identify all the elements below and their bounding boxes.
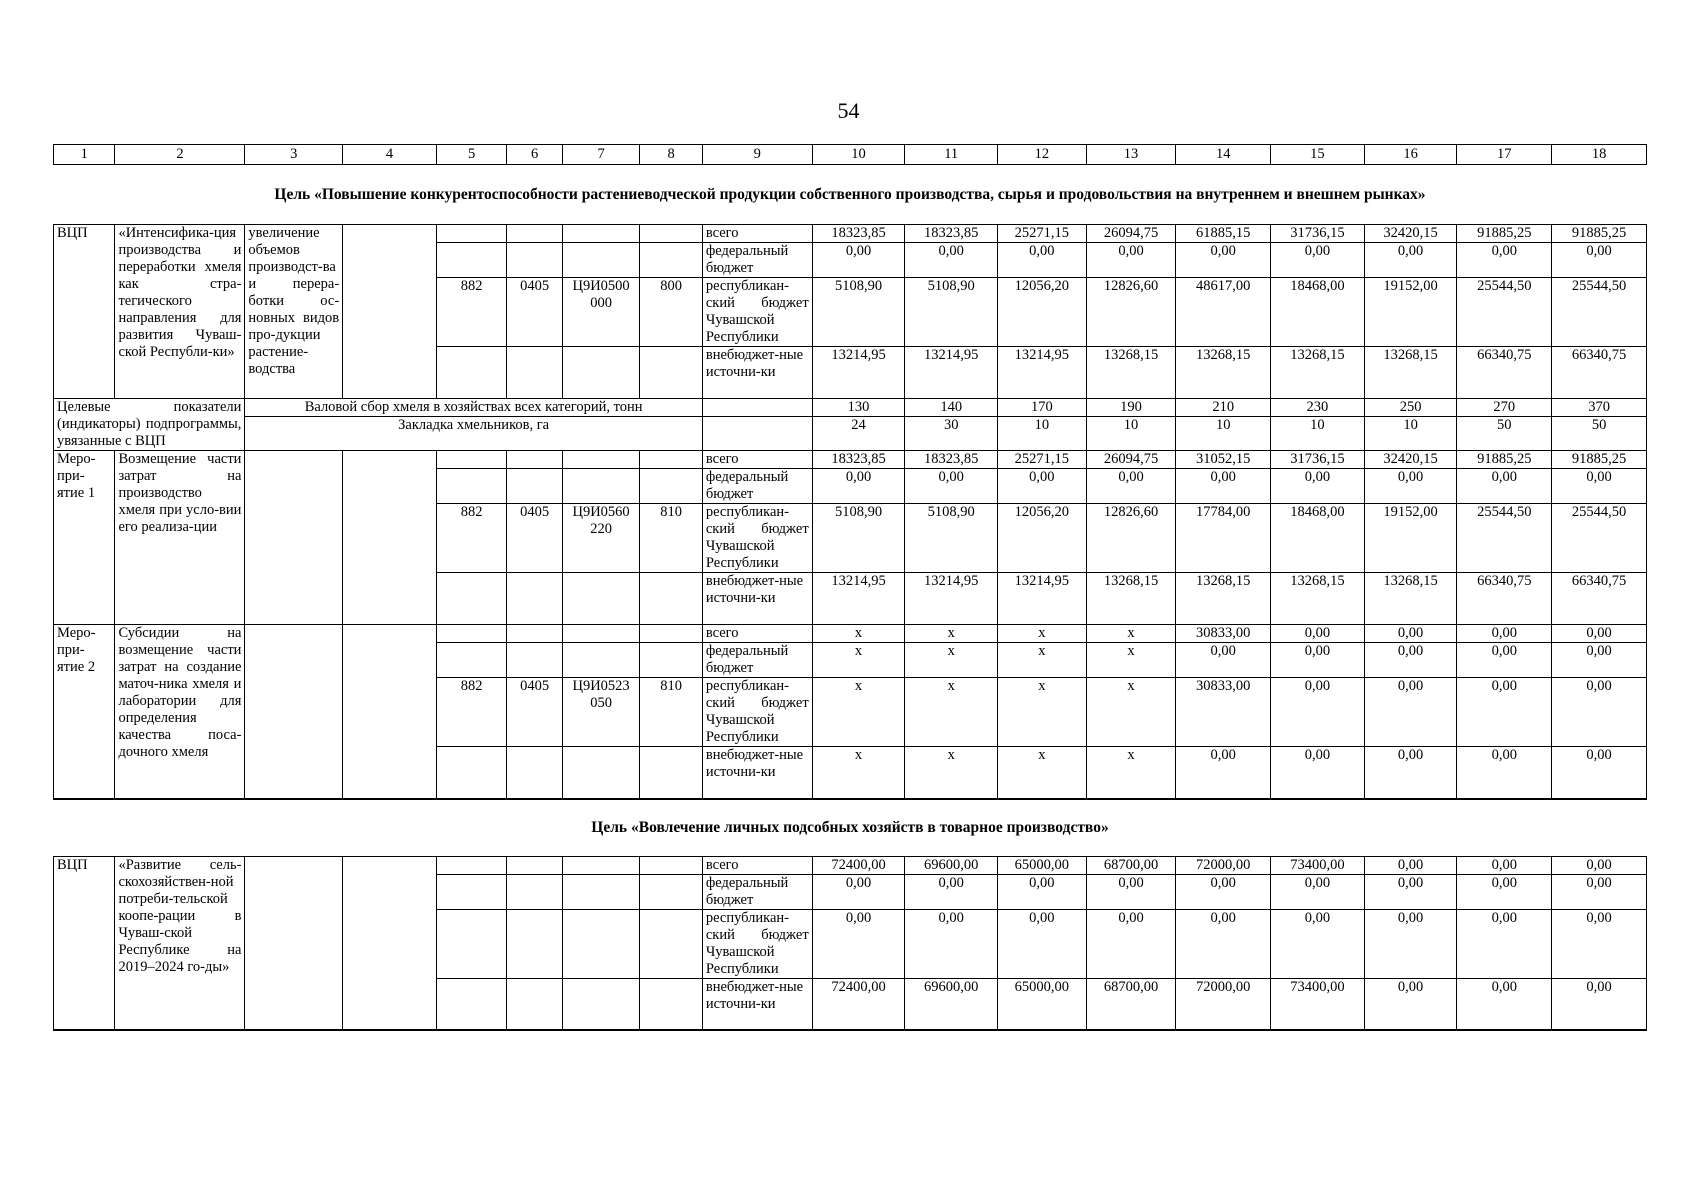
measure1-csr: Ц9И0560 220 (562, 504, 640, 573)
code-cell-empty (562, 909, 640, 978)
vcp1-name: «Интенсифика-ция производства и переработки хмеля как стра-тегического направления для развития Чуваш-ской Республи-ки» (115, 225, 245, 399)
indicator-value: 370 (1552, 399, 1647, 417)
amount-cell: 13268,15 (1086, 573, 1176, 625)
vcp1-row-total (54, 225, 1647, 243)
amount-cell: 0,00 (1552, 856, 1647, 874)
amount-cell: 0,00 (1457, 978, 1552, 1030)
vcp1-rzpr: 0405 (507, 278, 562, 347)
amount-cell: 0,00 (1552, 747, 1647, 799)
measure2-grbs: 882 (436, 678, 507, 747)
code-cell-empty (640, 243, 702, 278)
amount-cell: 25271,15 (998, 225, 1087, 243)
amount-cell: 25544,50 (1457, 504, 1552, 573)
amount-cell: 0,00 (1552, 678, 1647, 747)
amount-cell: 0,00 (1086, 243, 1176, 278)
funding-source-republic: республикан-ский бюджет Чувашской Республики (702, 678, 812, 747)
measure1-name: Возмещение части затрат на производство хмеля при усло-вии его реализа-ции (115, 451, 245, 625)
amount-cell: 0,00 (812, 469, 905, 504)
amount-cell: 66340,75 (1552, 347, 1647, 399)
code-cell-empty (436, 747, 507, 799)
indicator-name: Закладка хмельников, га (245, 417, 702, 451)
amount-cell: 0,00 (1552, 625, 1647, 643)
amount-cell: 25544,50 (1552, 504, 1647, 573)
amount-cell: 13268,15 (1271, 573, 1365, 625)
amount-cell: 31052,15 (1176, 451, 1271, 469)
amount-cell: 73400,00 (1271, 978, 1365, 1030)
funding-source-extra: внебюджет-ные источни-ки (702, 747, 812, 799)
amount-cell: x (998, 625, 1087, 643)
code-cell-empty (507, 856, 562, 874)
column-number: 6 (507, 145, 562, 165)
amount-cell: 0,00 (1176, 643, 1271, 678)
funding-source-extra: внебюджет-ные источни-ки (702, 978, 812, 1030)
code-cell-empty (562, 978, 640, 1030)
amount-cell: 31736,15 (1271, 225, 1365, 243)
amount-cell: 0,00 (1364, 747, 1457, 799)
code-cell-empty (562, 747, 640, 799)
amount-cell: 13268,15 (1176, 347, 1271, 399)
funding-source-total: всего (702, 625, 812, 643)
amount-cell: 0,00 (905, 909, 998, 978)
amount-cell: 91885,25 (1552, 451, 1647, 469)
vcp1-result: увеличение объемов производст-ва и перера-ботки ос-новных видов про-дукции растение-водства (245, 225, 343, 399)
amount-cell: 0,00 (1271, 625, 1365, 643)
amount-cell: 69600,00 (905, 856, 998, 874)
vcp2-name: «Развитие сель-скохозяйствен-ной потреби-тельской коопе-рации в Чуваш-ской Республике на 2019–2024 го-ды» (115, 856, 245, 1030)
amount-cell: 91885,25 (1552, 225, 1647, 243)
vcp2-col4 (343, 856, 437, 1030)
column-number: 2 (115, 145, 245, 165)
measure2-rzpr: 0405 (507, 678, 562, 747)
amount-cell: 48617,00 (1176, 278, 1271, 347)
amount-cell: 0,00 (1271, 469, 1365, 504)
code-cell-empty (640, 625, 702, 643)
amount-cell: 0,00 (905, 469, 998, 504)
amount-cell: 12826,60 (1086, 278, 1176, 347)
amount-cell: x (1086, 747, 1176, 799)
column-number: 8 (640, 145, 702, 165)
measure2-csr: Ц9И0523 050 (562, 678, 640, 747)
amount-cell: 0,00 (1176, 469, 1271, 504)
amount-cell: 0,00 (1457, 747, 1552, 799)
amount-cell: 17784,00 (1176, 504, 1271, 573)
code-cell-empty (436, 856, 507, 874)
amount-cell: x (998, 678, 1087, 747)
code-cell-empty (562, 347, 640, 399)
code-cell-empty (436, 625, 507, 643)
amount-cell: x (812, 678, 905, 747)
amount-cell: 0,00 (1176, 909, 1271, 978)
amount-cell: 31736,15 (1271, 451, 1365, 469)
amount-cell: 13214,95 (812, 347, 905, 399)
amount-cell: 13268,15 (1176, 573, 1271, 625)
amount-cell: 0,00 (905, 874, 998, 909)
amount-cell: 18323,85 (812, 451, 905, 469)
vcp2-type: ВЦП (54, 856, 115, 1030)
amount-cell: 0,00 (1364, 856, 1457, 874)
code-cell-empty (562, 573, 640, 625)
amount-cell: 26094,75 (1086, 451, 1176, 469)
amount-cell: 91885,25 (1457, 451, 1552, 469)
code-cell-empty (640, 347, 702, 399)
indicator-value: 210 (1176, 399, 1271, 417)
goal-1-row (54, 165, 1647, 225)
code-cell-empty (640, 469, 702, 504)
code-cell-empty (562, 625, 640, 643)
amount-cell: 0,00 (1457, 874, 1552, 909)
column-number: 4 (343, 145, 437, 165)
code-cell-empty (640, 856, 702, 874)
amount-cell: 30833,00 (1176, 678, 1271, 747)
amount-cell: 69600,00 (905, 978, 998, 1030)
funding-source-federal: федеральный бюджет (702, 643, 812, 678)
amount-cell: x (1086, 625, 1176, 643)
amount-cell: x (905, 678, 998, 747)
amount-cell: 68700,00 (1086, 856, 1176, 874)
column-numbers-row (54, 145, 1647, 165)
funding-source-federal: федеральный бюджет (702, 243, 812, 278)
code-cell-empty (436, 451, 507, 469)
indicator-value: 250 (1364, 399, 1457, 417)
indicator-value: 10 (998, 417, 1087, 451)
amount-cell: 0,00 (1552, 469, 1647, 504)
amount-cell: 0,00 (1457, 625, 1552, 643)
indicator-value: 190 (1086, 399, 1176, 417)
amount-cell: 66340,75 (1457, 347, 1552, 399)
code-cell-empty (562, 451, 640, 469)
funding-source-extra: внебюджет-ные источни-ки (702, 347, 812, 399)
amount-cell: x (905, 643, 998, 678)
amount-cell: 0,00 (1364, 909, 1457, 978)
vcp1-type: ВЦП (54, 225, 115, 399)
vcp1-col4 (343, 225, 437, 399)
column-number: 7 (562, 145, 640, 165)
measure1-result (245, 451, 343, 625)
amount-cell: 0,00 (1457, 909, 1552, 978)
amount-cell: x (812, 643, 905, 678)
amount-cell: 0,00 (812, 874, 905, 909)
indicator-name: Валовой сбор хмеля в хозяйствах всех категорий, тонн (245, 399, 702, 417)
amount-cell: 0,00 (998, 874, 1087, 909)
amount-cell: 0,00 (1457, 856, 1552, 874)
column-number: 14 (1176, 145, 1271, 165)
amount-cell: 0,00 (1364, 978, 1457, 1030)
indicator-value: 24 (812, 417, 905, 451)
measure1-type: Меро-при-ятие 1 (54, 451, 115, 625)
indicator-value: 10 (1364, 417, 1457, 451)
indicator-value: 130 (812, 399, 905, 417)
code-cell-empty (436, 573, 507, 625)
code-cell-empty (436, 243, 507, 278)
amount-cell: 0,00 (1176, 747, 1271, 799)
amount-cell: 0,00 (1552, 909, 1647, 978)
amount-cell: x (1086, 678, 1176, 747)
amount-cell: 18323,85 (812, 225, 905, 243)
page-number: 54 (837, 98, 860, 123)
indicator-value: 170 (998, 399, 1087, 417)
amount-cell: 0,00 (905, 243, 998, 278)
amount-cell: 25271,15 (998, 451, 1087, 469)
funding-source-total: всего (702, 451, 812, 469)
amount-cell: 12056,20 (998, 278, 1087, 347)
code-cell-empty (507, 643, 562, 678)
amount-cell: 0,00 (1271, 243, 1365, 278)
amount-cell: 5108,90 (812, 278, 905, 347)
code-cell-empty (640, 978, 702, 1030)
amount-cell: 0,00 (1364, 678, 1457, 747)
code-cell-empty (507, 451, 562, 469)
code-cell-empty (507, 747, 562, 799)
amount-cell: 0,00 (1086, 469, 1176, 504)
amount-cell: 0,00 (1086, 874, 1176, 909)
code-cell-empty (507, 243, 562, 278)
amount-cell: 0,00 (998, 909, 1087, 978)
amount-cell: 65000,00 (998, 978, 1087, 1030)
amount-cell: 0,00 (1552, 978, 1647, 1030)
indicator-value: 10 (1271, 417, 1365, 451)
amount-cell: 0,00 (1552, 243, 1647, 278)
indicator-row-1 (54, 399, 1647, 417)
code-cell-empty (507, 978, 562, 1030)
amount-cell: 32420,15 (1364, 451, 1457, 469)
code-cell-empty (436, 469, 507, 504)
vcp2-result (245, 856, 343, 1030)
funding-source-total: всего (702, 856, 812, 874)
amount-cell: 13268,15 (1364, 347, 1457, 399)
amount-cell: 72400,00 (812, 856, 905, 874)
indicator-value: 270 (1457, 399, 1552, 417)
code-cell-empty (562, 469, 640, 504)
column-number: 12 (998, 145, 1087, 165)
code-cell-empty (507, 874, 562, 909)
amount-cell: 0,00 (1271, 909, 1365, 978)
goal-1-title: Цель «Повышение конкурентоспособности растениеводческой продукции собственного производства, сырья и продовольствия на внутреннем и внешнем рынках» (54, 165, 1647, 225)
code-cell-empty (507, 573, 562, 625)
amount-cell: 0,00 (998, 243, 1087, 278)
column-number: 18 (1552, 145, 1647, 165)
funding-source-republic: республикан-ский бюджет Чувашской Республики (702, 909, 812, 978)
code-cell-empty (640, 874, 702, 909)
amount-cell: 13214,95 (905, 347, 998, 399)
code-cell-empty (562, 874, 640, 909)
amount-cell: 5108,90 (905, 504, 998, 573)
code-cell-empty (562, 225, 640, 243)
amount-cell: 0,00 (1457, 643, 1552, 678)
measure2-name: Субсидии на возмещение части затрат на создание маточ-ника хмеля и лаборатории для определения качества поса-дочного хмеля (115, 625, 245, 799)
amount-cell: 12056,20 (998, 504, 1087, 573)
budget-table-section-1 (53, 144, 1647, 800)
amount-cell: 72000,00 (1176, 856, 1271, 874)
indicator-value: 30 (905, 417, 998, 451)
measure1-col4 (343, 451, 437, 625)
amount-cell: 0,00 (1364, 469, 1457, 504)
column-number: 3 (245, 145, 343, 165)
code-cell-empty (640, 573, 702, 625)
amount-cell: 13214,95 (998, 347, 1087, 399)
code-cell-empty (640, 451, 702, 469)
code-cell-empty (436, 978, 507, 1030)
vcp2-row-total (54, 856, 1647, 874)
code-cell-empty (436, 225, 507, 243)
funding-source-republic: республикан-ский бюджет Чувашской Республики (702, 278, 812, 347)
amount-cell: 19152,00 (1364, 278, 1457, 347)
amount-cell: 0,00 (1086, 909, 1176, 978)
code-cell-empty (507, 347, 562, 399)
indicator-value: 10 (1176, 417, 1271, 451)
column-number: 17 (1457, 145, 1552, 165)
code-cell-empty (562, 643, 640, 678)
amount-cell: 0,00 (1552, 874, 1647, 909)
amount-cell: x (905, 625, 998, 643)
amount-cell: 13268,15 (1364, 573, 1457, 625)
amount-cell: 0,00 (1457, 678, 1552, 747)
column-number: 15 (1271, 145, 1365, 165)
code-cell-empty (562, 856, 640, 874)
amount-cell: 0,00 (1364, 643, 1457, 678)
amount-cell: 18323,85 (905, 225, 998, 243)
measure2-vr: 810 (640, 678, 702, 747)
funding-source-republic: республикан-ский бюджет Чувашской Республики (702, 504, 812, 573)
amount-cell: 26094,75 (1086, 225, 1176, 243)
measure1-vr: 810 (640, 504, 702, 573)
code-cell-empty (436, 874, 507, 909)
amount-cell: 30833,00 (1176, 625, 1271, 643)
column-number: 10 (812, 145, 905, 165)
amount-cell: 0,00 (1176, 243, 1271, 278)
indicator-value: 10 (1086, 417, 1176, 451)
code-cell-empty (640, 909, 702, 978)
vcp1-vr: 800 (640, 278, 702, 347)
column-number: 1 (54, 145, 115, 165)
amount-cell: 0,00 (1271, 643, 1365, 678)
code-cell-empty (436, 909, 507, 978)
measure1-row-total (54, 451, 1647, 469)
amount-cell: 12826,60 (1086, 504, 1176, 573)
amount-cell: 13268,15 (1271, 347, 1365, 399)
column-number: 13 (1086, 145, 1176, 165)
amount-cell: 0,00 (1271, 747, 1365, 799)
amount-cell: 25544,50 (1457, 278, 1552, 347)
code-cell-empty (562, 243, 640, 278)
budget-table-section-2 (53, 800, 1647, 1032)
indicator-value: 230 (1271, 399, 1365, 417)
measure2-col4 (343, 625, 437, 799)
amount-cell: 73400,00 (1271, 856, 1365, 874)
amount-cell: 32420,15 (1364, 225, 1457, 243)
amount-cell: 0,00 (1271, 678, 1365, 747)
measure2-result (245, 625, 343, 799)
amount-cell: 13268,15 (1086, 347, 1176, 399)
amount-cell: 72000,00 (1176, 978, 1271, 1030)
code-cell-empty (640, 225, 702, 243)
amount-cell: 0,00 (998, 469, 1087, 504)
amount-cell: 0,00 (1552, 643, 1647, 678)
indicator-empty (702, 399, 812, 417)
code-cell-empty (507, 625, 562, 643)
amount-cell: 66340,75 (1457, 573, 1552, 625)
indicator-row-2 (54, 417, 1647, 451)
amount-cell: 18323,85 (905, 451, 998, 469)
amount-cell: 0,00 (1364, 625, 1457, 643)
indicators-label: Целевые показатели (индикаторы) подпрограммы, увязанные с ВЦП (54, 399, 245, 451)
amount-cell: x (1086, 643, 1176, 678)
indicator-value: 50 (1552, 417, 1647, 451)
amount-cell: 18468,00 (1271, 504, 1365, 573)
amount-cell: 13214,95 (905, 573, 998, 625)
amount-cell: x (905, 747, 998, 799)
funding-source-extra: внебюджет-ные источни-ки (702, 573, 812, 625)
amount-cell: x (812, 747, 905, 799)
amount-cell: 0,00 (812, 243, 905, 278)
budget-table-sheet (53, 144, 1647, 1031)
amount-cell: 61885,15 (1176, 225, 1271, 243)
code-cell-empty (436, 347, 507, 399)
amount-cell: 66340,75 (1552, 573, 1647, 625)
amount-cell: x (812, 625, 905, 643)
code-cell-empty (507, 225, 562, 243)
funding-source-federal: федеральный бюджет (702, 469, 812, 504)
code-cell-empty (640, 643, 702, 678)
goal-2-title: Цель «Вовлечение личных подсобных хозяйств в товарное производство» (54, 800, 1647, 857)
amount-cell: x (998, 643, 1087, 678)
amount-cell: 91885,25 (1457, 225, 1552, 243)
amount-cell: x (998, 747, 1087, 799)
amount-cell: 13214,95 (812, 573, 905, 625)
measure1-rzpr: 0405 (507, 504, 562, 573)
measure2-type: Меро-при-ятие 2 (54, 625, 115, 799)
goal-2-row (54, 800, 1647, 857)
code-cell-empty (640, 747, 702, 799)
column-number: 5 (436, 145, 507, 165)
vcp1-grbs: 882 (436, 278, 507, 347)
amount-cell: 5108,90 (905, 278, 998, 347)
column-number: 9 (702, 145, 812, 165)
column-number: 11 (905, 145, 998, 165)
indicator-value: 50 (1457, 417, 1552, 451)
amount-cell: 0,00 (1176, 874, 1271, 909)
funding-source-total: всего (702, 225, 812, 243)
amount-cell: 18468,00 (1271, 278, 1365, 347)
amount-cell: 0,00 (1271, 874, 1365, 909)
indicator-empty (702, 417, 812, 451)
code-cell-empty (507, 909, 562, 978)
amount-cell: 0,00 (1364, 874, 1457, 909)
indicator-value: 140 (905, 399, 998, 417)
amount-cell: 13214,95 (998, 573, 1087, 625)
amount-cell: 0,00 (1457, 243, 1552, 278)
amount-cell: 25544,50 (1552, 278, 1647, 347)
column-number: 16 (1364, 145, 1457, 165)
code-cell-empty (436, 643, 507, 678)
amount-cell: 0,00 (1457, 469, 1552, 504)
amount-cell: 5108,90 (812, 504, 905, 573)
vcp1-csr: Ц9И0500 000 (562, 278, 640, 347)
funding-source-federal: федеральный бюджет (702, 874, 812, 909)
amount-cell: 0,00 (1364, 243, 1457, 278)
measure2-row-total (54, 625, 1647, 643)
amount-cell: 0,00 (812, 909, 905, 978)
measure1-grbs: 882 (436, 504, 507, 573)
code-cell-empty (507, 469, 562, 504)
amount-cell: 68700,00 (1086, 978, 1176, 1030)
amount-cell: 19152,00 (1364, 504, 1457, 573)
amount-cell: 72400,00 (812, 978, 905, 1030)
amount-cell: 65000,00 (998, 856, 1087, 874)
